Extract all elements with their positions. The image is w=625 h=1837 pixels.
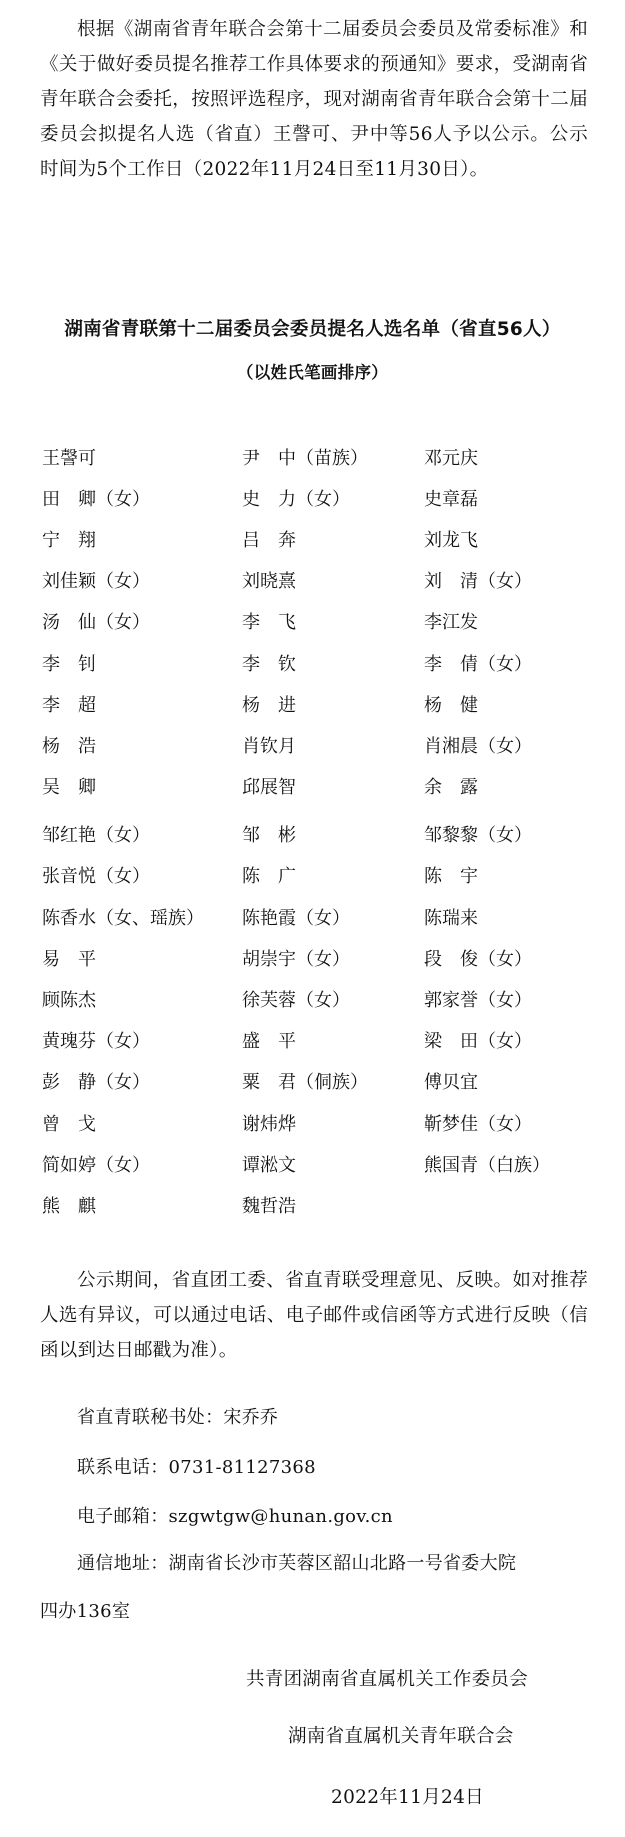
nominee-name: 彭 静（女） (42, 1072, 150, 1094)
name-row (42, 896, 602, 937)
nominee-name: 邱展智 (242, 777, 296, 799)
name-row (42, 855, 602, 896)
name-row (42, 518, 602, 559)
name-row (42, 724, 602, 765)
nominee-name: 谭淞文 (242, 1154, 296, 1176)
name-row (42, 436, 602, 477)
nominee-name: 傅贝宜 (424, 1072, 478, 1094)
nominee-name-grid (42, 436, 602, 1226)
name-row (42, 1102, 602, 1143)
nominee-name: 刘龙飞 (424, 529, 478, 551)
nominee-name: 田 卿（女） (42, 488, 150, 510)
contact-phone: 联系电话：0731-81127368 (77, 1457, 316, 1478)
name-row (42, 683, 602, 724)
name-row (42, 560, 602, 601)
nominee-name: 陈 宇 (424, 866, 478, 888)
signature-org-committee: 共青团湖南省直属机关工作委员会 (246, 1669, 529, 1690)
nominee-name: 邹红艳（女） (42, 825, 150, 847)
nominee-name: 张音悦（女） (42, 866, 150, 888)
nominee-name: 陈 广 (242, 866, 296, 888)
nominee-name: 李 钦 (242, 653, 296, 675)
nominee-name: 靳梦佳（女） (424, 1113, 532, 1135)
contact-address-continued: 四办136室 (40, 1601, 131, 1622)
nominee-name: 李 钊 (42, 653, 96, 675)
nominee-name: 谢炜烨 (242, 1113, 296, 1135)
nominee-name: 段 俊（女） (424, 948, 532, 970)
nominee-name: 李 倩（女） (424, 653, 532, 675)
name-row (42, 1061, 602, 1102)
contact-email: 电子邮箱：szgwtgw@hunan.gov.cn (77, 1506, 393, 1527)
nominee-name: 李江发 (424, 612, 478, 634)
nominee-name: 宁 翔 (42, 529, 96, 551)
name-row (42, 1020, 602, 1061)
nominee-name: 盛 平 (242, 1031, 296, 1053)
nominee-name: 李 超 (42, 694, 96, 716)
nominee-name: 刘佳颖（女） (42, 571, 150, 593)
nominee-name: 邹 彬 (242, 825, 296, 847)
list-subtitle: （以姓氏笔画排序） (236, 363, 389, 382)
nominee-name: 史 力（女） (242, 488, 350, 510)
nominee-name: 邹黎黎（女） (424, 825, 532, 847)
name-row (42, 766, 602, 807)
signature-org-youth-federation: 湖南省直属机关青年联合会 (288, 1726, 514, 1747)
nominee-name: 汤 仙（女） (42, 612, 150, 634)
nominee-name: 陈香水（女、瑶族） (42, 907, 204, 929)
nominee-name: 郭家誉（女） (424, 990, 532, 1012)
nominee-name: 杨 健 (424, 694, 478, 716)
nominee-name: 杨 进 (242, 694, 296, 716)
name-row (42, 1184, 602, 1225)
nominee-name: 吕 奔 (242, 529, 296, 551)
name-row (42, 978, 602, 1019)
notice-paragraph: 公示期间，省直团工委、省直青联受理意见、反映。如对推荐人选有异议，可以通过电话、电子邮件或信函等方式进行反映（信函以到达日邮戳为准）。 (40, 1270, 588, 1361)
nominee-name: 粟 君（侗族） (242, 1072, 368, 1094)
name-row (42, 1143, 602, 1184)
nominee-name: 吴 卿 (42, 777, 96, 799)
nominee-name: 邓元庆 (424, 447, 478, 469)
nominee-name: 梁 田（女） (424, 1031, 532, 1053)
name-row (42, 937, 602, 978)
name-row (42, 814, 602, 855)
nominee-name: 陈艳霞（女） (242, 907, 350, 929)
nominee-name: 李 飞 (242, 612, 296, 634)
contact-address: 通信地址：湖南省长沙市芙蓉区韶山北路一号省委大院 (77, 1553, 517, 1574)
nominee-name: 史章磊 (424, 488, 478, 510)
intro-paragraph: 根据《湖南省青年联合会第十二届委员会委员及常委标准》和《关于做好委员提名推荐工作具体要求的预通知》要求，受湖南省青年联合会委托，按照评选程序，现对湖南省青年联合会第十二届委员会拟提名人选（省直）王謦可、尹中等56人予以公示。公示时间为5个工作日（2022年11月24日至11月30日）。 (40, 19, 588, 180)
nominee-name: 熊国青（白族） (424, 1154, 550, 1176)
name-row (42, 642, 602, 683)
nominee-name: 余 露 (424, 777, 478, 799)
nominee-name: 尹 中（苗族） (242, 447, 368, 469)
nominee-name: 刘 清（女） (424, 571, 532, 593)
contact-secretary: 省直青联秘书处：宋乔乔 (77, 1407, 279, 1428)
nominee-name: 王謦可 (42, 447, 96, 469)
nominee-name: 肖钦月 (242, 735, 296, 757)
nominee-name: 曾 戈 (42, 1113, 96, 1135)
nominee-name: 胡崇宇（女） (242, 948, 350, 970)
name-row (42, 477, 602, 518)
nominee-name: 顾陈杰 (42, 990, 96, 1012)
nominee-name: 徐芙蓉（女） (242, 990, 350, 1012)
signature-date: 2022年11月24日 (331, 1787, 484, 1808)
nominee-name: 魏哲浩 (242, 1195, 296, 1217)
name-row (42, 601, 602, 642)
nominee-name: 肖湘晨（女） (424, 735, 532, 757)
nominee-name: 杨 浩 (42, 735, 96, 757)
nominee-name: 熊 麒 (42, 1195, 96, 1217)
nominee-name: 陈瑞来 (424, 907, 478, 929)
nominee-name: 简如婷（女） (42, 1154, 150, 1176)
list-title: 湖南省青联第十二届委员会委员提名人选名单（省直56人） (64, 319, 561, 340)
nominee-name: 易 平 (42, 948, 96, 970)
nominee-name: 黄瑰芬（女） (42, 1031, 150, 1053)
nominee-name: 刘晓熹 (242, 571, 296, 593)
